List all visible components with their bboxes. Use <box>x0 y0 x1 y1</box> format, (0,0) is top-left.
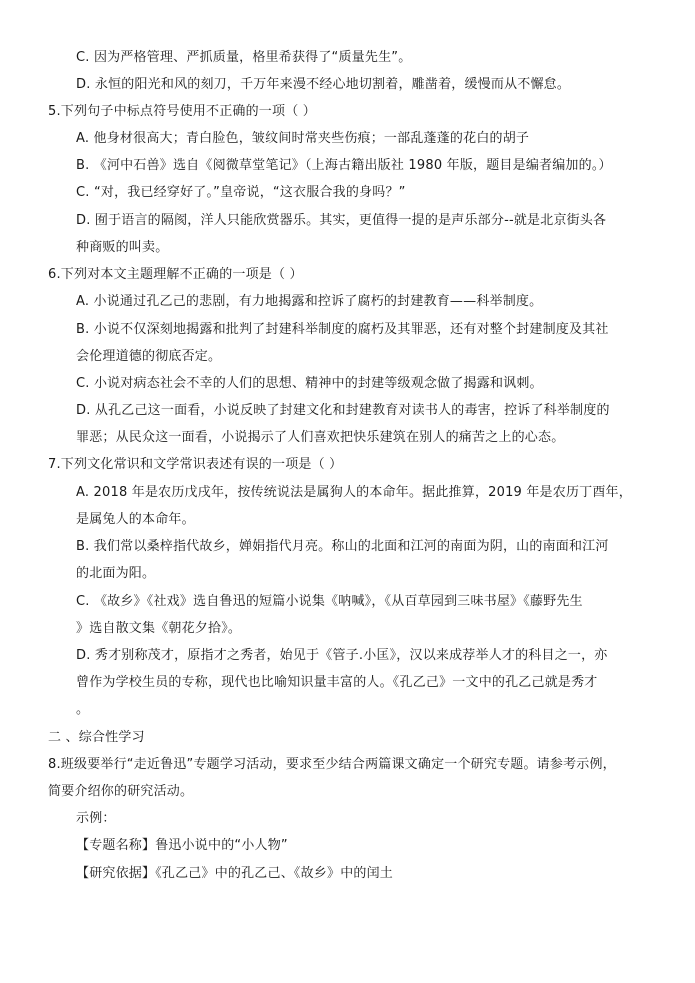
q7-option-d-end: 。 <box>76 702 90 717</box>
question-8: 8.班级要举行“走近鲁迅”专题学习活动，要求至少结合两篇课文确定一个研究专题。请参考示例， <box>48 757 616 772</box>
q6-option-b: B. 小说不仅深刻地揭露和批判了封建科举制度的腐朽及其罪恶，还有对整个封建制度及其社 <box>76 322 609 337</box>
q6-option-b-continued: 会伦理道德的彻底否定。 <box>76 349 222 364</box>
question-6: 6.下列对本文主题理解不正确的一项是（ ） <box>48 267 303 282</box>
q5-option-d-continued: 种商贩的叫卖。 <box>76 240 169 255</box>
q7-option-a-continued: 是属兔人的本命年。 <box>76 512 195 527</box>
q7-option-d-continued: 曾作为学校生员的专称，现代也比喻知识量丰富的人。《孔乙己》一文中的孔乙己就是秀才 <box>76 675 598 690</box>
q5-option-b: B. 《河中石兽》选自《阅微草堂笔记》（上海古籍出版社 1980 年版，题目是编者编加的。） <box>76 158 612 173</box>
q7-option-d: D. 秀才别称茂才，原指才之秀者，始见于《管子.小匡》，汉以来成荐举人才的科目之一，亦 <box>76 648 608 663</box>
example-topic: 【专题名称】鲁迅小说中的“小人物” <box>76 838 288 853</box>
question-7: 7.下列文化常识和文学常识表述有误的一项是（ ） <box>48 457 343 472</box>
example-basis: 【研究依据】《孔乙己》中的孔乙己、《故乡》中的闰土 <box>76 866 394 881</box>
q6-option-a: A. 小说通过孔乙己的悲剧，有力地揭露和控诉了腐朽的封建教育——科举制度。 <box>76 294 543 309</box>
q6-option-d-continued: 罪恶；从民众这一面看，小说揭示了人们喜欢把快乐建筑在别人的痛苦之上的心态。 <box>76 430 565 445</box>
q6-option-d: D. 从孔乙己这一面看，小说反映了封建文化和封建教育对读书人的毒害，控诉了科举制度的 <box>76 403 610 418</box>
section-heading: 二 、综合性学习 <box>48 730 145 745</box>
q5-option-c: C. “对，我已经穿好了。”皇帝说，“这衣服合我的身吗？” <box>76 185 406 200</box>
question-8-continued: 简要介绍你的研究活动。 <box>48 784 194 799</box>
q7-option-b-continued: 的北面为阳。 <box>76 566 156 581</box>
q7-option-c: C. 《故乡》《社戏》选自鲁迅的短篇小说集《呐喊》，《从百草园到三味书屋》《藤野先生 <box>76 594 583 609</box>
q7-option-b: B. 我们常以桑梓指代故乡，婵娟指代月亮。称山的北面和江河的南面为阴，山的南面和江河 <box>76 539 609 554</box>
q5-option-a: A. 他身材很高大；青白脸色，皱纹间时常夹些伤痕；一部乱蓬蓬的花白的胡子 <box>76 131 530 146</box>
q6-option-c: C. 小说对病态社会不幸的人们的思想、精神中的封建等级观念做了揭露和讽刺。 <box>76 376 543 391</box>
q5-option-d: D. 囿于语言的隔阂，洋人只能欣赏器乐。其实，更值得一提的是声乐部分--就是北京街头各 <box>76 213 607 228</box>
q7-option-a: A. 2018 年是农历戊戌年，按传统说法是属狗人的本命年。据此推算，2019 年是农历丁酉年， <box>76 485 632 500</box>
example-label: 示例： <box>76 811 116 826</box>
q4-option-c: C. 因为严格管理、严抓质量，格里希获得了“质量先生”。 <box>76 50 412 65</box>
q7-option-c-continued: 》选自散文集《朝花夕拾》。 <box>76 621 242 636</box>
question-5: 5.下列句子中标点符号使用不正确的一项（ ） <box>48 104 316 119</box>
q4-option-d: D. 永恒的阳光和风的刻刀，千万年来漫不经心地切割着，雕凿着，缓慢而从不懈怠。 <box>76 77 571 92</box>
